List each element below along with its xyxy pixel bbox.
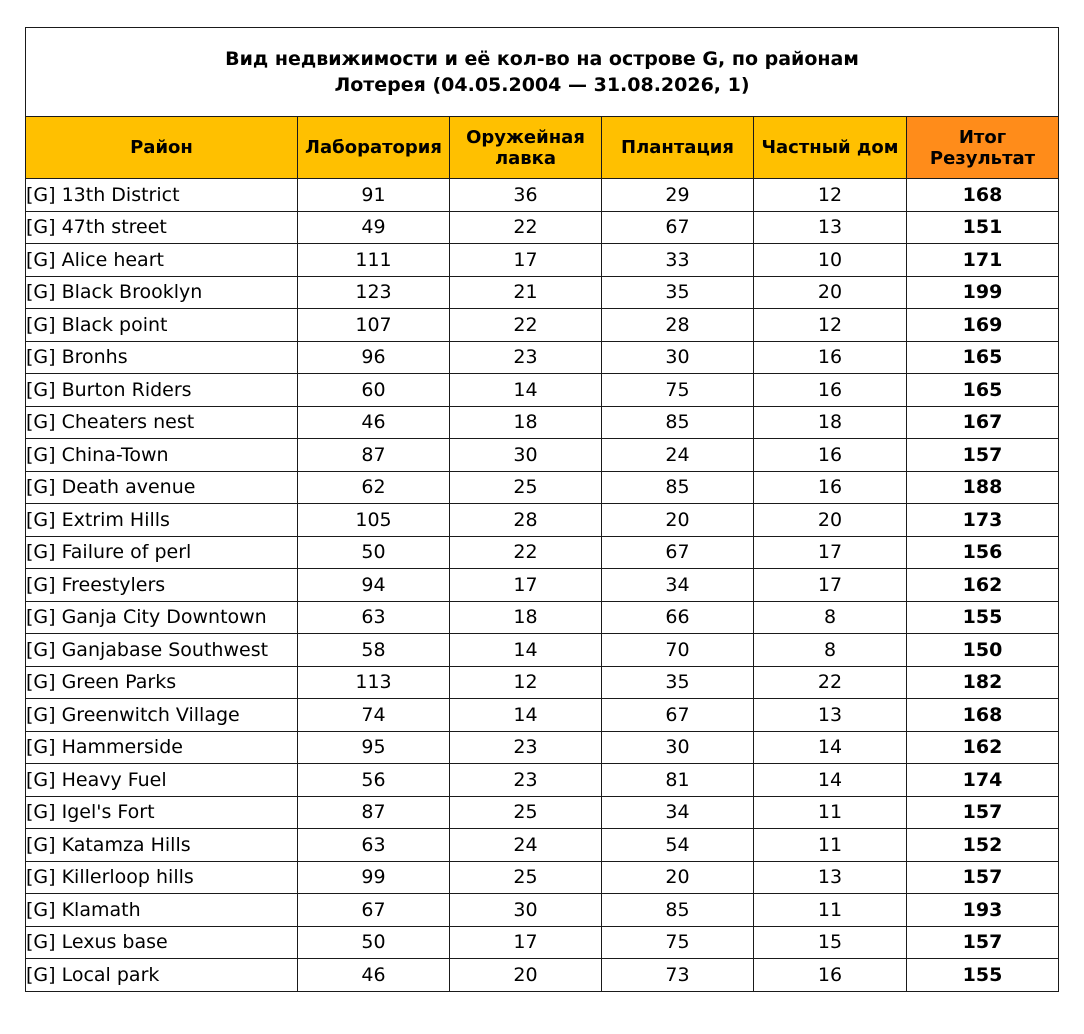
house-cell: 16 [754, 959, 907, 992]
plantation-cell: 29 [602, 179, 754, 212]
lab-cell: 62 [298, 471, 450, 504]
table-row [26, 276, 1059, 309]
lab-cell: 94 [298, 569, 450, 602]
plantation-cell: 20 [602, 861, 754, 894]
house-cell: 16 [754, 374, 907, 407]
total-cell: 157 [907, 796, 1059, 829]
header-district: Район [26, 117, 298, 179]
total-cell: 157 [907, 439, 1059, 472]
header-lab: Лаборатория [298, 117, 450, 179]
district-cell: [G] Black point [26, 309, 298, 342]
plantation-cell: 35 [602, 666, 754, 699]
district-cell: [G] Greenwitch Village [26, 699, 298, 732]
table-row [26, 504, 1059, 537]
house-cell: 11 [754, 894, 907, 927]
title-line-2: Лотерея (04.05.2004 — 31.08.2026, 1) [334, 74, 750, 96]
table-body [26, 179, 1059, 992]
plantation-cell: 30 [602, 731, 754, 764]
lab-cell: 123 [298, 276, 450, 309]
plantation-cell: 34 [602, 569, 754, 602]
table-row [26, 699, 1059, 732]
plantation-cell: 66 [602, 601, 754, 634]
district-cell: [G] Katamza Hills [26, 829, 298, 862]
table-row [26, 374, 1059, 407]
lab-cell: 74 [298, 699, 450, 732]
gunshop-cell: 30 [450, 894, 602, 927]
total-cell: 150 [907, 634, 1059, 667]
lab-cell: 107 [298, 309, 450, 342]
gunshop-cell: 14 [450, 634, 602, 667]
total-cell: 168 [907, 699, 1059, 732]
lab-cell: 63 [298, 829, 450, 862]
table-row [26, 179, 1059, 212]
house-cell: 15 [754, 926, 907, 959]
district-cell: [G] 13th District [26, 179, 298, 212]
plantation-cell: 75 [602, 926, 754, 959]
table-title [26, 28, 1059, 117]
gunshop-cell: 12 [450, 666, 602, 699]
district-cell: [G] Hammerside [26, 731, 298, 764]
district-property-table [25, 27, 1059, 992]
table-row [26, 634, 1059, 667]
table-row [26, 309, 1059, 342]
total-cell: 157 [907, 861, 1059, 894]
table-row [26, 926, 1059, 959]
house-cell: 20 [754, 276, 907, 309]
total-cell: 171 [907, 244, 1059, 277]
plantation-cell: 85 [602, 894, 754, 927]
table-row [26, 861, 1059, 894]
table-row [26, 439, 1059, 472]
header-house: Частный дом [754, 117, 907, 179]
gunshop-cell: 20 [450, 959, 602, 992]
total-cell: 169 [907, 309, 1059, 342]
plantation-cell: 67 [602, 536, 754, 569]
plantation-cell: 20 [602, 504, 754, 537]
lab-cell: 46 [298, 406, 450, 439]
district-cell: [G] Green Parks [26, 666, 298, 699]
district-cell: [G] Freestylers [26, 569, 298, 602]
gunshop-cell: 28 [450, 504, 602, 537]
plantation-cell: 81 [602, 764, 754, 797]
house-cell: 14 [754, 731, 907, 764]
gunshop-cell: 23 [450, 764, 602, 797]
district-cell: [G] Death avenue [26, 471, 298, 504]
district-cell: [G] Black Brooklyn [26, 276, 298, 309]
table-row [26, 244, 1059, 277]
lab-cell: 50 [298, 536, 450, 569]
gunshop-cell: 22 [450, 536, 602, 569]
header-gunshop: Оружейная лавка [450, 117, 602, 179]
district-cell: [G] Lexus base [26, 926, 298, 959]
table-row [26, 211, 1059, 244]
house-cell: 16 [754, 341, 907, 374]
total-cell: 152 [907, 829, 1059, 862]
plantation-cell: 28 [602, 309, 754, 342]
district-cell: [G] Ganja City Downtown [26, 601, 298, 634]
total-cell: 188 [907, 471, 1059, 504]
plantation-cell: 33 [602, 244, 754, 277]
house-cell: 10 [754, 244, 907, 277]
plantation-cell: 70 [602, 634, 754, 667]
total-cell: 157 [907, 926, 1059, 959]
header-row [26, 117, 1059, 179]
total-cell: 199 [907, 276, 1059, 309]
house-cell: 11 [754, 796, 907, 829]
plantation-cell: 30 [602, 341, 754, 374]
district-cell: [G] Bronhs [26, 341, 298, 374]
district-cell: [G] Igel's Fort [26, 796, 298, 829]
header-plantation: Плантация [602, 117, 754, 179]
plantation-cell: 35 [602, 276, 754, 309]
district-cell: [G] Killerloop hills [26, 861, 298, 894]
gunshop-cell: 17 [450, 244, 602, 277]
house-cell: 17 [754, 536, 907, 569]
table-row [26, 829, 1059, 862]
house-cell: 16 [754, 471, 907, 504]
lab-cell: 56 [298, 764, 450, 797]
table-row [26, 666, 1059, 699]
gunshop-cell: 14 [450, 699, 602, 732]
lab-cell: 95 [298, 731, 450, 764]
house-cell: 11 [754, 829, 907, 862]
lab-cell: 105 [298, 504, 450, 537]
total-cell: 151 [907, 211, 1059, 244]
district-cell: [G] Klamath [26, 894, 298, 927]
gunshop-cell: 18 [450, 601, 602, 634]
lab-cell: 111 [298, 244, 450, 277]
total-cell: 155 [907, 959, 1059, 992]
total-cell: 156 [907, 536, 1059, 569]
table-row [26, 601, 1059, 634]
lab-cell: 60 [298, 374, 450, 407]
gunshop-cell: 23 [450, 731, 602, 764]
house-cell: 13 [754, 699, 907, 732]
house-cell: 17 [754, 569, 907, 602]
total-cell: 182 [907, 666, 1059, 699]
lab-cell: 87 [298, 796, 450, 829]
total-cell: 162 [907, 731, 1059, 764]
plantation-cell: 85 [602, 471, 754, 504]
total-cell: 167 [907, 406, 1059, 439]
plantation-cell: 34 [602, 796, 754, 829]
gunshop-cell: 36 [450, 179, 602, 212]
lab-cell: 50 [298, 926, 450, 959]
header-total-line-1: Итог [958, 126, 1007, 148]
table-row [26, 796, 1059, 829]
lab-cell: 87 [298, 439, 450, 472]
table-row [26, 764, 1059, 797]
plantation-cell: 54 [602, 829, 754, 862]
header-total [907, 117, 1059, 179]
gunshop-cell: 18 [450, 406, 602, 439]
gunshop-cell: 22 [450, 309, 602, 342]
district-cell: [G] Heavy Fuel [26, 764, 298, 797]
lab-cell: 46 [298, 959, 450, 992]
gunshop-cell: 14 [450, 374, 602, 407]
plantation-cell: 67 [602, 211, 754, 244]
gunshop-cell: 25 [450, 861, 602, 894]
district-cell: [G] Burton Riders [26, 374, 298, 407]
house-cell: 8 [754, 601, 907, 634]
total-cell: 165 [907, 374, 1059, 407]
gunshop-cell: 22 [450, 211, 602, 244]
district-cell: [G] 47th street [26, 211, 298, 244]
plantation-cell: 85 [602, 406, 754, 439]
district-cell: [G] Cheaters nest [26, 406, 298, 439]
table-row [26, 536, 1059, 569]
house-cell: 12 [754, 309, 907, 342]
header-total-line-2: Результат [929, 147, 1036, 169]
house-cell: 16 [754, 439, 907, 472]
lab-cell: 58 [298, 634, 450, 667]
district-cell: [G] Extrim Hills [26, 504, 298, 537]
total-cell: 165 [907, 341, 1059, 374]
gunshop-cell: 25 [450, 796, 602, 829]
house-cell: 12 [754, 179, 907, 212]
total-cell: 168 [907, 179, 1059, 212]
district-cell: [G] China-Town [26, 439, 298, 472]
house-cell: 20 [754, 504, 907, 537]
gunshop-cell: 21 [450, 276, 602, 309]
district-cell: [G] Alice heart [26, 244, 298, 277]
district-cell: [G] Ganjabase Southwest [26, 634, 298, 667]
gunshop-cell: 24 [450, 829, 602, 862]
lab-cell: 113 [298, 666, 450, 699]
lab-cell: 96 [298, 341, 450, 374]
house-cell: 22 [754, 666, 907, 699]
district-cell: [G] Failure of perl [26, 536, 298, 569]
plantation-cell: 67 [602, 699, 754, 732]
plantation-cell: 73 [602, 959, 754, 992]
lab-cell: 67 [298, 894, 450, 927]
house-cell: 13 [754, 861, 907, 894]
table-row [26, 894, 1059, 927]
gunshop-cell: 30 [450, 439, 602, 472]
total-cell: 155 [907, 601, 1059, 634]
table-row [26, 731, 1059, 764]
house-cell: 18 [754, 406, 907, 439]
house-cell: 13 [754, 211, 907, 244]
table-row [26, 569, 1059, 602]
lab-cell: 91 [298, 179, 450, 212]
plantation-cell: 24 [602, 439, 754, 472]
table-row [26, 471, 1059, 504]
table-row [26, 406, 1059, 439]
gunshop-cell: 23 [450, 341, 602, 374]
plantation-cell: 75 [602, 374, 754, 407]
gunshop-cell: 17 [450, 926, 602, 959]
title-line-1: Вид недвижимости и её кол-во на острове G, по районам [225, 48, 859, 70]
gunshop-cell: 17 [450, 569, 602, 602]
lab-cell: 63 [298, 601, 450, 634]
district-cell: [G] Local park [26, 959, 298, 992]
lab-cell: 49 [298, 211, 450, 244]
table-row [26, 959, 1059, 992]
house-cell: 8 [754, 634, 907, 667]
gunshop-cell: 25 [450, 471, 602, 504]
house-cell: 14 [754, 764, 907, 797]
table-row [26, 341, 1059, 374]
total-cell: 162 [907, 569, 1059, 602]
total-cell: 174 [907, 764, 1059, 797]
total-cell: 173 [907, 504, 1059, 537]
lab-cell: 99 [298, 861, 450, 894]
total-cell: 193 [907, 894, 1059, 927]
